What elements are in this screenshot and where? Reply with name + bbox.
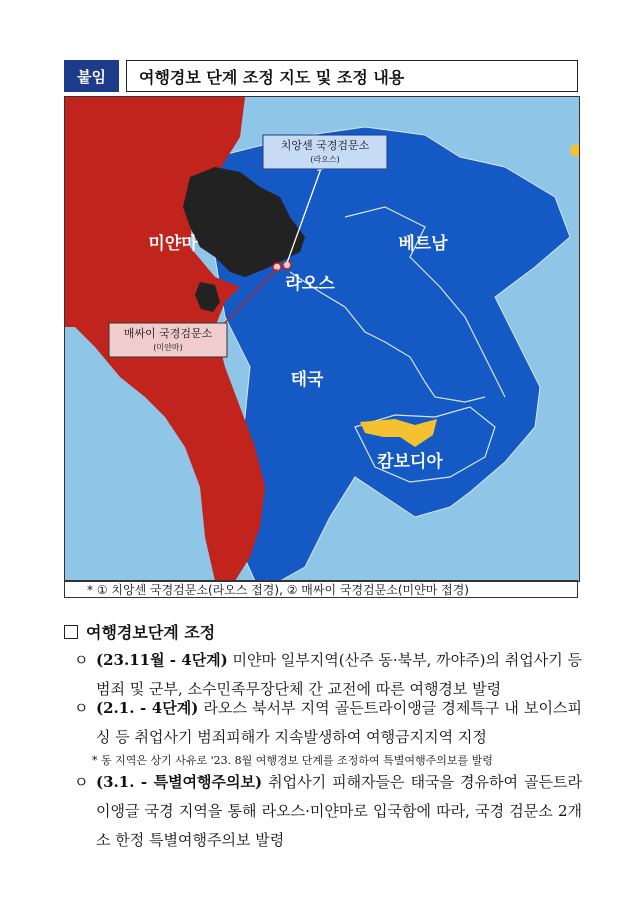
item-text: 라오스 북서부 지역 골든트라이앵글 경제특구 내 보이스피싱 등 취업사기 범죄피해가 지속발생하여 여행금지지역 지정 (96, 699, 582, 746)
section-heading (64, 620, 215, 643)
callout-mae-sai-title: 매싸이 국경검문소 (123, 327, 213, 340)
attachment-header (64, 60, 578, 92)
callout-chiang-saen-sub: (라오스) (310, 155, 340, 164)
label-laos: 라오스 (285, 274, 335, 294)
item-text: 미얀마 일부지역(산주 동·북부, 까야주)의 취업사기 등 범죄 및 군부, 소수민족무장단체 간 교전에 따른 여행경보 발령 (96, 651, 582, 698)
item-text: 취업사기 피해자들은 태국을 경유하여 골든트라이앵글 국경 지역을 통해 라오스·미얀마로 입국함에 따라, 국경 검문소 2개소 한정 특별여행주의보 발령 (96, 773, 582, 849)
attachment-tag: 붙임 (64, 60, 119, 92)
page-title: 여행경보 단계 조정 지도 및 조정 내용 (126, 60, 578, 92)
map-caption: * ① 치앙센 국경검문소(라오스 접경), ② 매싸이 국경검문소(미얀마 접경) (64, 580, 578, 598)
item-head: (3.1. - 특별여행주의보) (96, 773, 263, 791)
travel-alert-map (64, 96, 580, 582)
item-head: (23.11월 - 4단계) (96, 651, 228, 669)
list-item (74, 768, 582, 855)
bullet: ㅇ (74, 651, 89, 669)
section-title: 여행경보단계 조정 (86, 623, 216, 642)
label-vietnam: 베트남 (398, 234, 448, 254)
list-item (74, 694, 582, 752)
label-thailand: 태국 (290, 370, 324, 390)
bullet: ㅇ (74, 699, 89, 717)
footnote: * 동 지역은 상기 사유로 '23. 8월 여행경보 단계를 조정하여 특별여행주의보를 발령 (92, 754, 493, 767)
callout-chiang-saen-title: 치앙센 국경검문소 (280, 139, 370, 152)
item-head: (2.1. - 4단계) (96, 699, 199, 717)
map-svg (65, 97, 579, 581)
label-cambodia: 캄보디아 (377, 452, 443, 472)
callout-mae-sai-sub: (미얀마) (153, 343, 183, 352)
square-bullet-icon (64, 625, 78, 639)
bullet: ㅇ (74, 773, 89, 791)
label-myanmar: 미얀마 (148, 234, 198, 254)
